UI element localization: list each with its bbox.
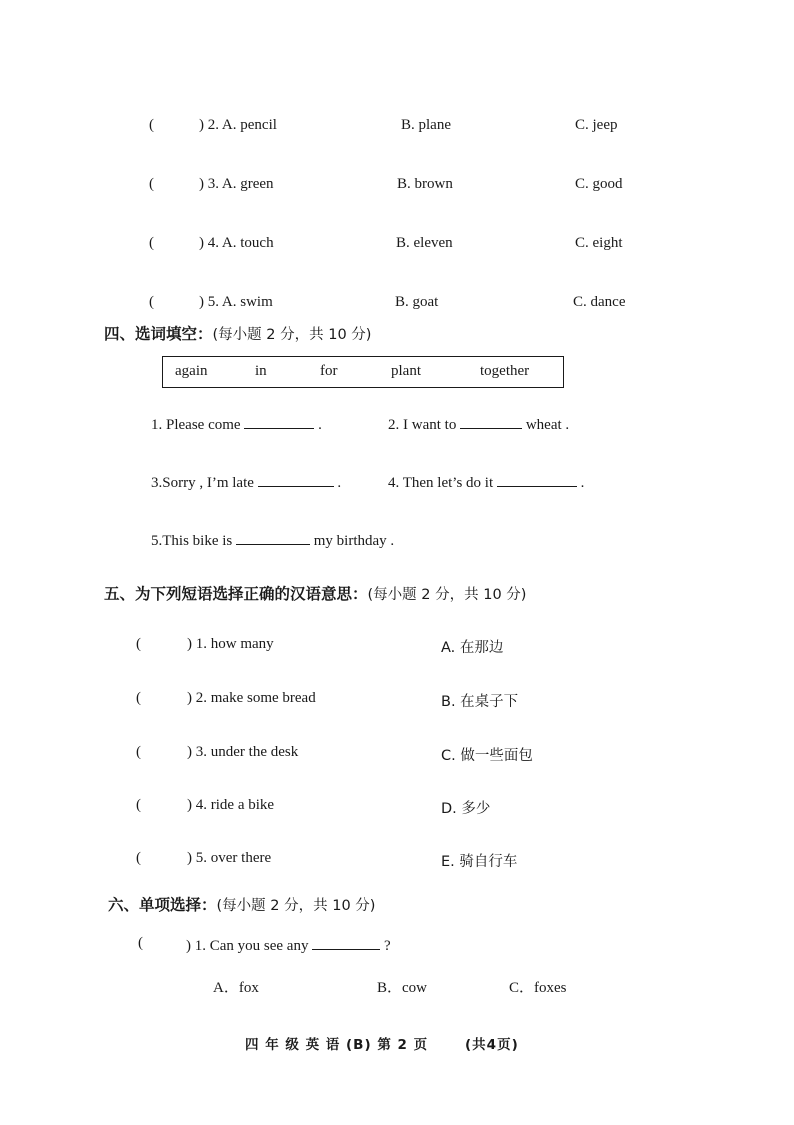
question-option-c: C. good xyxy=(575,176,623,192)
section-title: 五、为下列短语选择正确的汉语意思： xyxy=(104,585,368,603)
choice-question-text xyxy=(186,935,391,955)
page-footer-right: (共4页) xyxy=(465,1037,519,1053)
section6-heading xyxy=(108,893,375,915)
question-option-a: ) 4. A. touch xyxy=(199,235,274,251)
fill-question xyxy=(151,414,322,434)
fill-question xyxy=(388,472,584,492)
question-option-a: ) 5. A. swim xyxy=(199,294,273,310)
answer-paren[interactable]: ( xyxy=(136,850,141,866)
answer-blank[interactable] xyxy=(244,414,314,429)
section5-heading xyxy=(104,582,526,604)
choice-option-c[interactable]: C．foxes xyxy=(509,980,567,996)
meaning-option: E. 骑自行车 xyxy=(441,854,518,870)
question-option-a: ) 2. A. pencil xyxy=(199,117,277,133)
section-title: 四、选词填空： xyxy=(104,325,213,343)
phrase: ) 1. how many xyxy=(187,636,274,652)
question-text: . xyxy=(318,417,322,433)
phrase: ) 4. ride a bike xyxy=(187,797,275,813)
meaning-option: A. 在那边 xyxy=(441,640,504,656)
fill-question xyxy=(151,472,341,492)
question-option-a: ) 3. A. green xyxy=(199,176,274,192)
section-note: (每小题 2 分，共 10 分) xyxy=(212,327,372,343)
question-text: wheat . xyxy=(525,417,570,433)
question-text: . xyxy=(337,475,342,491)
question-text: 5.This bike is xyxy=(151,533,233,549)
question-text: ) 1. Can you see any xyxy=(186,938,309,954)
answer-blank[interactable] xyxy=(258,472,334,487)
fill-question xyxy=(388,414,569,434)
answer-paren[interactable]: ( xyxy=(149,117,154,133)
answer-blank[interactable] xyxy=(497,472,577,487)
word-bank-word: plant xyxy=(391,363,421,379)
question-option-c: C. eight xyxy=(575,235,623,251)
choice-option-a[interactable]: A．fox xyxy=(213,980,259,996)
question-option-b: B. eleven xyxy=(396,235,453,251)
page-footer-left: 四 年 级 英 语 (B) 第 2 页 xyxy=(245,1037,429,1053)
question-option-c: C. dance xyxy=(573,294,626,310)
choice-option-b[interactable]: B．cow xyxy=(377,980,427,996)
word-bank-word: in xyxy=(255,363,267,379)
meaning-option: B. 在桌子下 xyxy=(441,694,519,710)
question-text: 1. Please come xyxy=(151,417,241,433)
answer-paren[interactable]: ( xyxy=(136,744,141,760)
question-option-b: B. plane xyxy=(401,117,451,133)
answer-paren[interactable]: ( xyxy=(136,690,141,706)
section-note: (每小题 2 分，共 10 分) xyxy=(216,898,376,914)
question-text: 4. Then let’s do it xyxy=(388,475,494,491)
answer-blank[interactable] xyxy=(236,530,310,545)
question-option-b: B. goat xyxy=(395,294,439,310)
fill-question xyxy=(151,530,394,550)
phrase: ) 2. make some bread xyxy=(187,690,316,706)
phrase: ) 3. under the desk xyxy=(187,744,299,760)
meaning-option: D. 多少 xyxy=(441,801,491,817)
question-text: my birthday . xyxy=(313,533,395,549)
answer-paren[interactable]: ( xyxy=(149,235,154,251)
choice-question xyxy=(138,935,143,952)
question-text: 2. I want to xyxy=(388,417,457,433)
section-note: (每小题 2 分，共 10 分) xyxy=(367,587,527,603)
section-title: 六、单项选择： xyxy=(108,896,217,914)
answer-paren[interactable]: ( xyxy=(136,636,141,652)
answer-paren[interactable]: ( xyxy=(149,176,154,192)
answer-paren[interactable]: ( xyxy=(136,797,141,813)
answer-paren[interactable]: ( xyxy=(138,935,143,951)
word-bank-word: again xyxy=(175,363,208,379)
question-text: 3.Sorry , I’m late xyxy=(151,475,254,491)
answer-blank[interactable] xyxy=(460,414,522,429)
word-bank xyxy=(162,356,564,388)
question-text: ? xyxy=(383,938,391,954)
answer-paren[interactable]: ( xyxy=(149,294,154,310)
question-option-b: B. brown xyxy=(397,176,453,192)
meaning-option: C. 做一些面包 xyxy=(441,748,533,764)
question-option-c: C. jeep xyxy=(575,117,618,133)
word-bank-word: together xyxy=(480,363,530,379)
section4-heading xyxy=(104,322,371,344)
word-bank-word: for xyxy=(320,363,338,379)
phrase: ) 5. over there xyxy=(187,850,272,866)
question-text: . xyxy=(580,475,585,491)
answer-blank[interactable] xyxy=(312,935,380,950)
